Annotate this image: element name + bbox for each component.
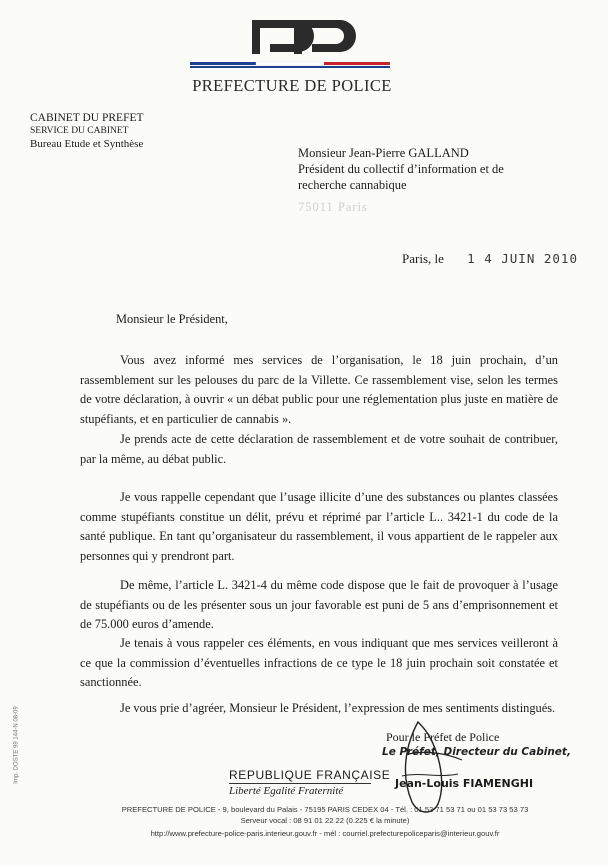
date-line <box>402 251 578 267</box>
paragraph-2: Je prends acte de cette déclaration de rassemblement et de votre souhait de contribuer, par la même, au débat public. <box>80 432 558 466</box>
republic-motto: Liberté Egalité Fraternité <box>229 785 344 797</box>
footer-phone: Serveur vocal : 08 91 01 22 22 (0.225 € la minute) <box>240 816 410 825</box>
paragraph-4: De même, l’article L. 3421-4 du même code dispose que le fait de provoquer à l’usage de stupéfiants ou de les présenter sous un jour favorable est puni de 5 ans d’emprisonnement et de 75.000 euros d’amende. <box>80 578 558 632</box>
paragraph-3: Je vous rappelle cependant que l’usage illicite d’une des substances ou plantes classées comme stupéfiants constitue un délit, prévu et réprimé par l’article L.. 3421-1 du code de la santé publique. En tant qu’organisateur du rassemblement, il vous appartient de le rappeler aux personnes qui y prendront part. <box>80 490 558 563</box>
date-stamp: 1 4 JUIN 2010 <box>467 251 578 266</box>
recipient-city: 75011 Paris <box>298 200 368 214</box>
signature-name: Jean-Louis FIAMENGHI <box>395 777 534 790</box>
republic-divider <box>229 783 371 784</box>
signature-line2: Le Préfet, Directeur du Cabinet, <box>382 746 571 758</box>
republic-name: REPUBLIQUE FRANÇAISE <box>229 768 391 782</box>
sender-block <box>30 112 144 151</box>
sender-line1: CABINET DU PREFET <box>30 112 144 124</box>
date-place: Paris, le <box>402 251 444 266</box>
recipient-block <box>298 145 504 215</box>
sender-line3: Bureau Etude et Synthèse <box>30 138 144 150</box>
logo-title: PREFECTURE DE POLICE <box>192 76 392 95</box>
paragraph-1: Vous avez informé mes services de l’organisation, le 18 juin prochain, d’un rassemblement sur les pelouses du parc de la Villette. Ce rassemblement vise, selon les termes de votre déclaration, à ouvrir « un débat public pour une réglementation plus juste en matière de stupéfiants, et en particulier de cannabis ». <box>80 353 558 426</box>
prefecture-logo-icon <box>190 14 390 72</box>
recipient-title1: Président du collectif d’information et de <box>298 162 504 176</box>
footer-web: http://www.prefecture-police-paris.interieur.gouv.fr - mél : courriel.prefecturepoliceparis@interieur.gouv.fr <box>150 829 500 838</box>
salutation: Monsieur le Président, <box>116 312 228 326</box>
paragraph-5: Je tenais à vous rappeler ces éléments, en vous indiquant que mes services veilleront à ce que la commission d’éventuelles infractions de ce type le 18 juin prochain soit constatée et sanctionnée. <box>80 636 558 690</box>
paragraph-6: Je vous prie d’agréer, Monsieur le Président, l’expression de mes sentiments distingués. <box>120 701 556 715</box>
recipient-name: Monsieur Jean-Pierre GALLAND <box>298 146 469 160</box>
recipient-title2: recherche cannabique <box>298 178 407 192</box>
sender-line2: SERVICE DU CABINET <box>30 126 129 136</box>
side-print-code: Imp. DOSTE 99 144-N 08-09 <box>13 706 20 784</box>
footer-address: PREFECTURE DE POLICE - 9, boulevard du Palais - 75195 PARIS CEDEX 04 - Tél. : 01 53 71 53 71 ou 01 53 73 53 73 <box>121 805 529 814</box>
signature-line1: Pour le Préfet de Police <box>386 730 500 744</box>
